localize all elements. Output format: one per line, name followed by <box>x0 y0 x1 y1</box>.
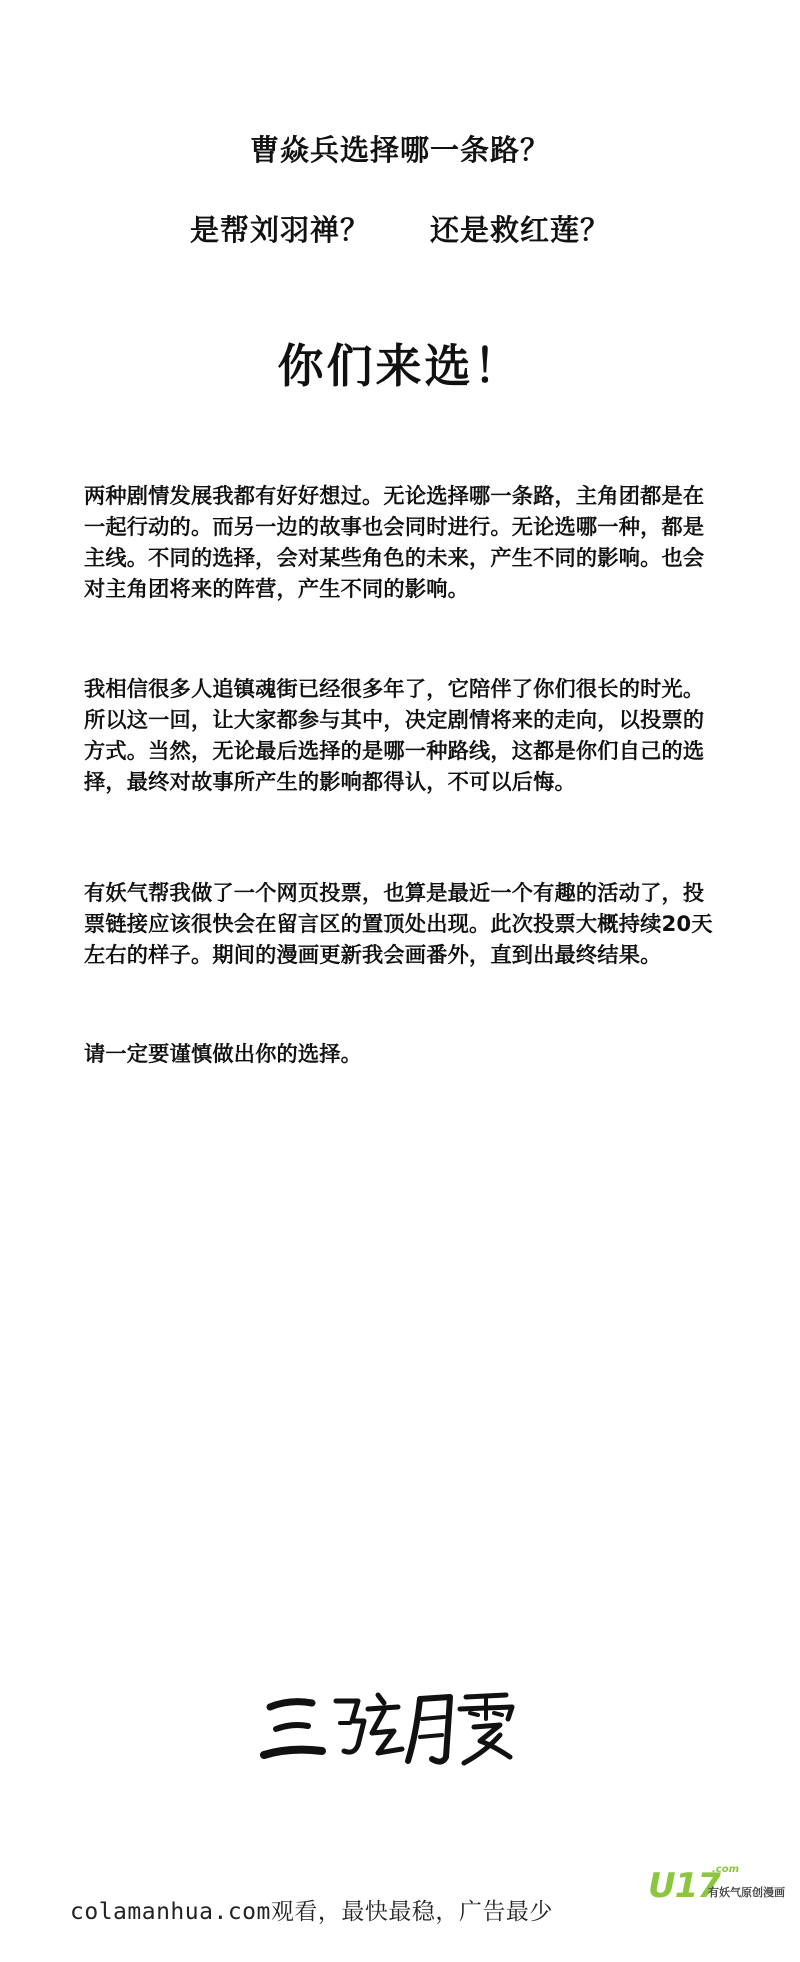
paragraph-3: 有妖气帮我做了一个网页投票，也算是最近一个有趣的活动了，投票链接应该很快会在留言区的置顶处出现。此次投票大概持续20天左右的样子。期间的漫画更新我会画番外，直到出最终结果。 <box>84 880 713 967</box>
paragraph-4: 请一定要谨慎做出你的选择。 <box>84 1041 363 1066</box>
paragraph-1: 两种剧情发展我都有好好想过。无论选择哪一条路，主角团都是在一起行动的。而另一边的故事也会同时进行。无论选哪一种，都是主线。不同的选择，会对某些角色的未来，产生不同的影响。也会对主角团将来的阵营，产生不同的影响。 <box>84 483 705 601</box>
footer-promo-text: colamanhua.com观看，最快最稳，广告最少 <box>70 1899 553 1925</box>
question-line-2 <box>0 208 800 249</box>
headline: 你们来选！ <box>277 339 523 393</box>
logo-main-text: U17 <box>648 1866 720 1906</box>
logo-suffix-text: .com <box>712 1864 740 1875</box>
option-save-honglian: 还是救红莲？ <box>430 213 611 247</box>
author-signature <box>260 1685 520 1775</box>
question-line-1: 曹焱兵选择哪一条路？ <box>249 133 550 167</box>
logo-sub-text: 有妖气原创漫画 <box>708 1886 785 1899</box>
option-help-liu-yuchan: 是帮刘羽禅？ <box>189 213 370 247</box>
paragraph-2: 我相信很多人追镇魂街已经很多年了，它陪伴了你们很长的时光。所以这一回，让大家都参与其中，决定剧情将来的走向，以投票的方式。当然，无论最后选择的是哪一种路线，这都是你们自己的选择，最终对故事所产生的影响都得认，不可以后悔。 <box>84 676 705 794</box>
u17-logo <box>648 1862 798 1906</box>
